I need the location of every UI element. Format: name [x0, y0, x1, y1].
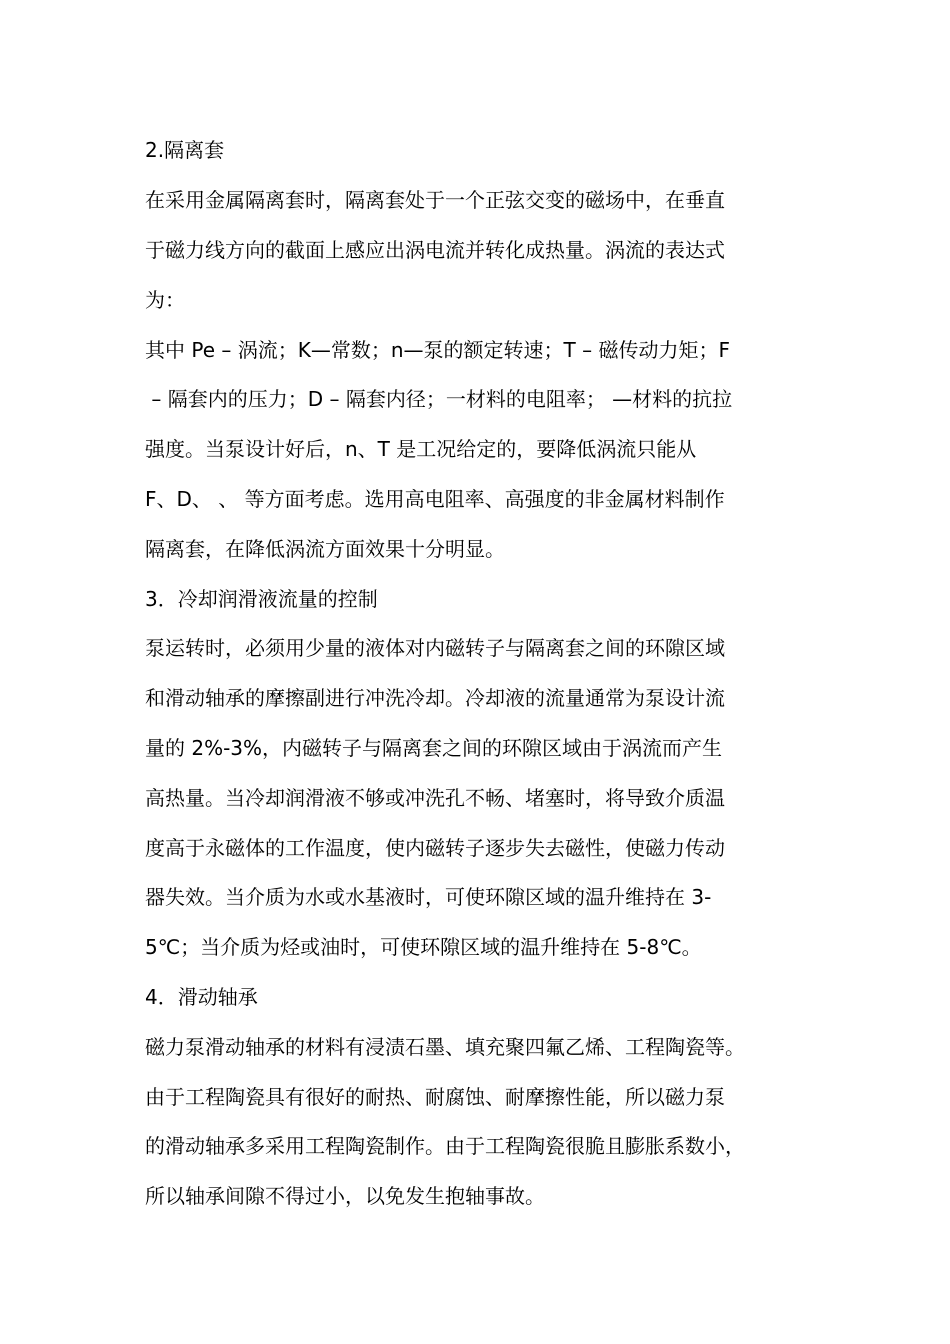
section-heading-isolation-sleeve: 2.隔离套: [145, 138, 225, 162]
text-line: 由于工程陶瓷具有很好的耐热、耐腐蚀、耐摩擦性能，所以磁力泵: [145, 1085, 725, 1109]
text-line: 磁力泵滑动轴承的材料有浸渍石墨、填充聚四氟乙烯、工程陶瓷等。: [145, 1035, 745, 1059]
text-line: 其中 Pe – 涡流；K—常数；n—泵的额定转速；T – 磁传动力矩；F: [145, 338, 730, 362]
section-heading-sliding-bearing: 4．滑动轴承: [145, 985, 258, 1009]
text-line: F、D、 、 等方面考虑。选用高电阻率、高强度的非金属材料制作: [145, 487, 725, 511]
text-line: 于磁力线方向的截面上感应出涡电流并转化成热量。涡流的表达式: [145, 238, 725, 262]
text-line: 在采用金属隔离套时，隔离套处于一个正弦交变的磁场中，在垂直: [145, 188, 725, 212]
text-line: 度高于永磁体的工作温度，使内磁转子逐步失去磁性，使磁力传动: [145, 836, 725, 860]
text-line: 所以轴承间隙不得过小，以免发生抱轴事故。: [145, 1184, 545, 1208]
text-line: 为：: [145, 288, 185, 312]
text-line: 强度。当泵设计好后，n、T 是工况给定的，要降低涡流只能从: [145, 437, 697, 461]
text-line: 和滑动轴承的摩擦副进行冲洗冷却。冷却液的流量通常为泵设计流: [145, 686, 725, 710]
text-line: 器失效。当介质为水或水基液时，可使环隙区域的温升维持在 3-: [145, 885, 712, 909]
text-line: 的滑动轴承多采用工程陶瓷制作。由于工程陶瓷很脆且膨胀系数小，: [145, 1134, 745, 1158]
text-line: 高热量。当冷却润滑液不够或冲洗孔不畅、堵塞时，将导致介质温: [145, 786, 725, 810]
text-line: 泵运转时，必须用少量的液体对内磁转子与隔离套之间的环隙区域: [145, 636, 725, 660]
text-line: – 隔套内的压力；D – 隔套内径；一材料的电阻率； —材料的抗拉: [145, 387, 733, 411]
text-line: 隔离套，在降低涡流方面效果十分明显。: [145, 537, 505, 561]
text-line: 5℃；当介质为烃或油时，可使环隙区域的温升维持在 5-8℃。: [145, 935, 702, 959]
section-heading-cooling-flow: 3．冷却润滑液流量的控制: [145, 587, 378, 611]
text-line: 量的 2%-3%，内磁转子与隔离套之间的环隙区域由于涡流而产生: [145, 736, 723, 760]
